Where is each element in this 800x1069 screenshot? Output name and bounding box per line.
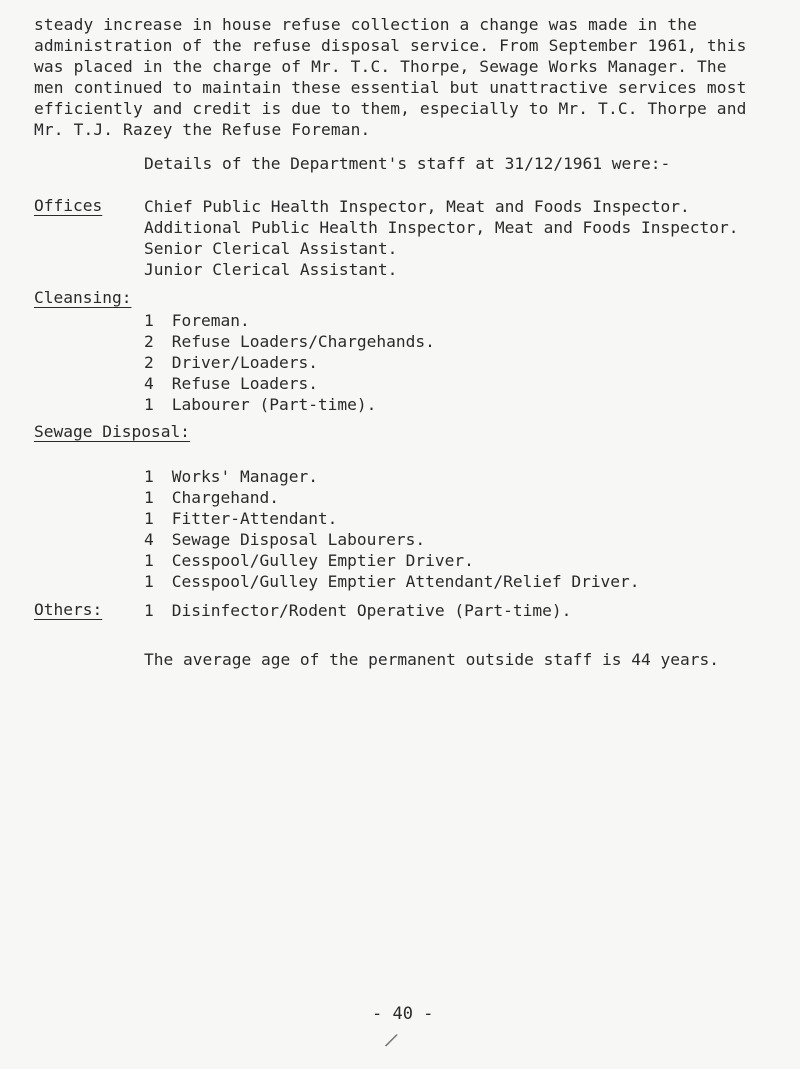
staff-role: Works' Manager. [171,467,318,486]
list-item [144,352,435,373]
list-item [144,529,640,550]
page-number: - 40 - [372,1004,434,1024]
staff-count: 1 [144,551,154,570]
staff-role: Foreman. [171,311,250,330]
paragraph-line: men continued to maintain these essential but unattractive services most [34,78,747,97]
paragraph-line: Mr. T.J. Razey the Refuse Foreman. [34,120,371,139]
staff-count: 2 [144,332,154,351]
offices-label: Offices [34,196,103,215]
list-item [144,508,640,529]
list-item: Additional Public Health Inspector, Meat and Foods Inspector. [144,218,739,237]
staff-role: Labourer (Part-time). [171,395,377,414]
staff-count: 1 [144,488,154,507]
cleansing-list [144,310,435,415]
staff-count: 1 [144,311,154,330]
paragraph-line: was placed in the charge of Mr. T.C. Thorpe, Sewage Works Manager. The [34,57,727,76]
paragraph-line: administration of the refuse disposal service. From September 1961, this [34,36,747,55]
others-label: Others: [34,600,103,619]
list-item [144,331,435,352]
list-item: Chief Public Health Inspector, Meat and Foods Inspector. [144,197,690,216]
cleansing-label: Cleansing: [34,288,132,307]
staff-count: 4 [144,530,154,549]
list-item [144,571,640,592]
staff-count: 1 [144,509,154,528]
staff-role: Sewage Disposal Labourers. [171,530,426,549]
staff-role: Driver/Loaders. [171,353,318,372]
list-item [144,373,435,394]
list-item [144,550,640,571]
staff-count: 4 [144,374,154,393]
staff-count: 2 [144,353,154,372]
offices-list [144,196,739,280]
pen-mark: / [382,1028,401,1053]
staff-role: Disinfector/Rodent Operative (Part-time). [171,601,572,620]
list-item: Junior Clerical Assistant. [144,260,398,279]
list-item [144,600,571,621]
staff-count: 1 [144,395,154,414]
paragraph-line: steady increase in house refuse collection a change was made in the [34,15,698,34]
average-age-summary: The average age of the permanent outside staff is 44 years. [144,650,719,669]
paragraph-line: efficiently and credit is due to them, especially to Mr. T.C. Thorpe and [34,99,747,118]
staff-details-heading: Details of the Department's staff at 31/12/1961 were:- [144,154,671,173]
sewage-disposal-label: Sewage Disposal: [34,422,190,441]
list-item [144,310,435,331]
staff-count: 1 [144,467,154,486]
others-list [144,600,571,621]
list-item [144,394,435,415]
staff-role: Chargehand. [171,488,279,507]
list-item [144,466,640,487]
sewage-disposal-list [144,466,640,592]
staff-count: 1 [144,601,154,620]
staff-role: Cesspool/Gulley Emptier Driver. [171,551,474,570]
staff-count: 1 [144,572,154,591]
staff-role: Refuse Loaders/Chargehands. [171,332,435,351]
list-item [144,487,640,508]
staff-role: Fitter-Attendant. [171,509,338,528]
staff-role: Refuse Loaders. [171,374,318,393]
intro-paragraph [34,14,774,140]
list-item: Senior Clerical Assistant. [144,239,398,258]
staff-role: Cesspool/Gulley Emptier Attendant/Relief Driver. [171,572,640,591]
